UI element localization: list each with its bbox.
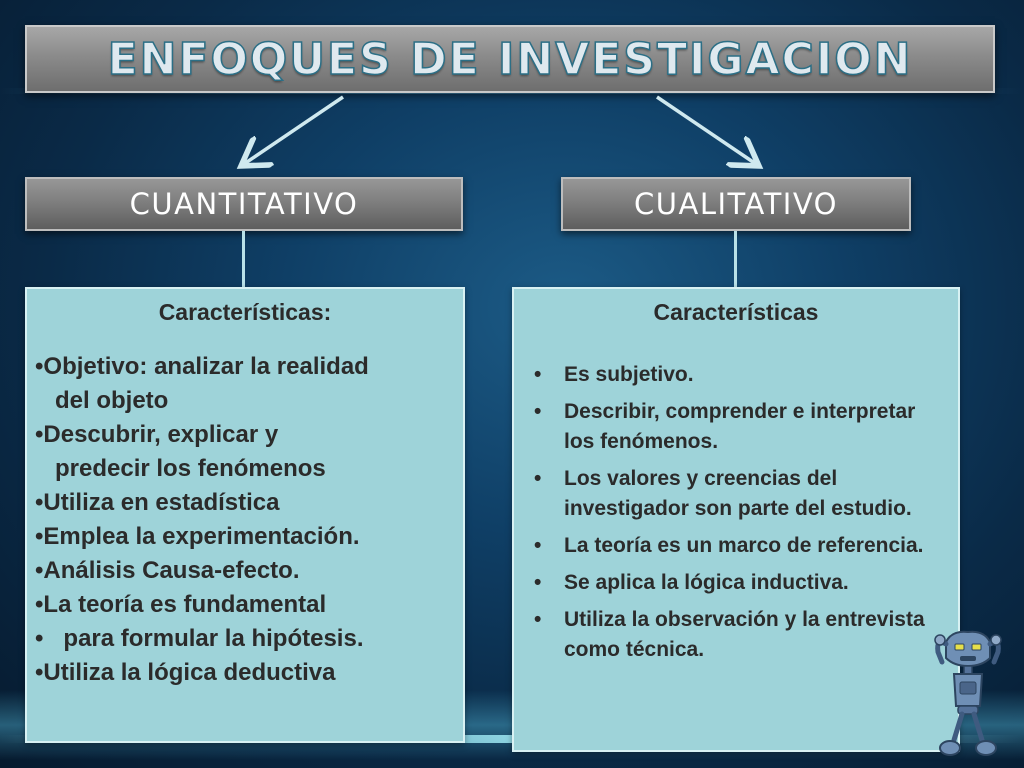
list-item: •Descubrir, explicar y xyxy=(35,421,279,448)
list-item: • Utiliza la observación y la entrevista como técnica. xyxy=(526,605,946,665)
connector-right xyxy=(734,231,737,289)
list-item: del objeto xyxy=(55,387,169,414)
cualitativo-heading-box xyxy=(561,177,911,231)
cualitativo-panel xyxy=(512,287,960,752)
list-item: •Utiliza la lógica deductiva xyxy=(35,659,336,686)
list-item: • La teoría es un marco de referencia. xyxy=(526,531,946,561)
list-item: •Utiliza en estadística xyxy=(35,489,280,516)
cuantitativo-heading-box xyxy=(25,177,463,231)
arrow-to-cualitativo xyxy=(657,97,756,164)
list-item: • Los valores y creencias del investigador son parte del estudio. xyxy=(526,464,946,524)
page-title: ENFOQUES DE INVESTIGACION xyxy=(107,33,913,85)
list-item: • Describir, comprender e interpretar los fenómenos. xyxy=(526,397,946,457)
list-item: •Emplea la experimentación. xyxy=(35,523,360,550)
list-item: •La teoría es fundamental xyxy=(35,591,327,618)
connector-left xyxy=(242,231,245,289)
cuantitativo-panel xyxy=(25,287,465,743)
cuantitativo-list xyxy=(35,350,455,690)
cuantitativo-heading: CUANTITATIVO xyxy=(129,187,359,221)
list-item: predecir los fenómenos xyxy=(55,455,326,482)
cualitativo-panel-title: Características xyxy=(653,299,819,325)
cuantitativo-panel-title: Características: xyxy=(158,299,332,325)
arrow-to-cuantitativo xyxy=(244,97,343,164)
robot-icon xyxy=(932,628,1004,762)
title-box xyxy=(25,25,995,93)
cualitativo-list xyxy=(526,360,946,665)
list-item: • para formular la hipótesis. xyxy=(35,625,364,652)
list-item: • Es subjetivo. xyxy=(526,360,946,390)
list-item: •Análisis Causa-efecto. xyxy=(35,557,300,584)
list-item: •Objetivo: analizar la realidad xyxy=(35,353,369,380)
cualitativo-heading: CUALITATIVO xyxy=(634,187,838,221)
list-item: • Se aplica la lógica inductiva. xyxy=(526,568,946,598)
